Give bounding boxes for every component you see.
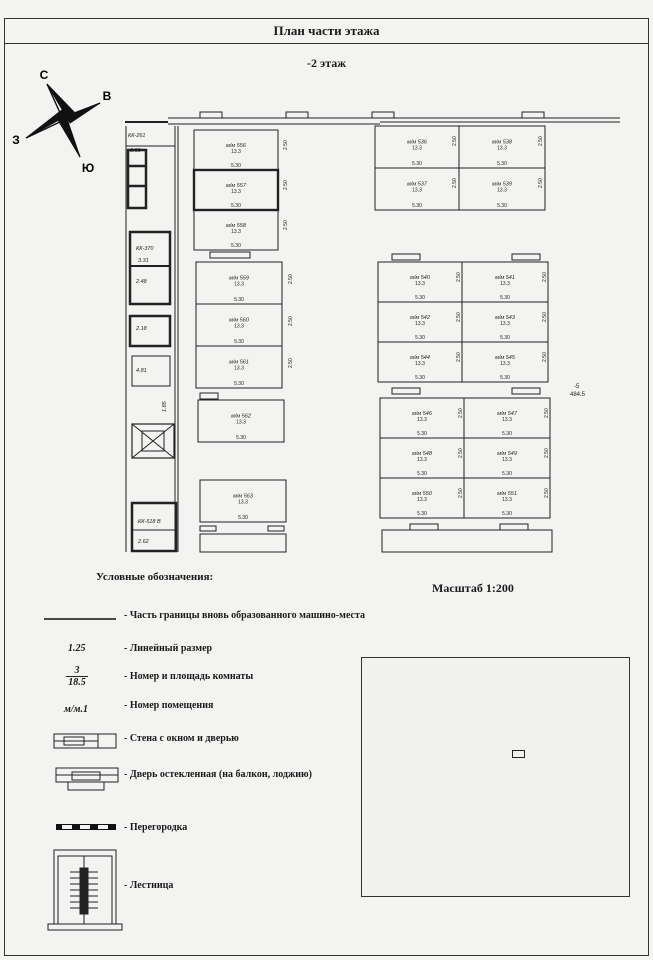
space-area: 13.3 bbox=[417, 496, 427, 503]
space-depth: 2.50 bbox=[542, 352, 548, 362]
space-width: 5.30 bbox=[236, 435, 246, 441]
space-depth: 2.50 bbox=[288, 316, 294, 326]
space-width: 5.30 bbox=[238, 515, 248, 521]
space-width: 5.30 bbox=[412, 161, 422, 167]
space-area: 13.3 bbox=[234, 365, 244, 372]
location-marker bbox=[512, 750, 525, 758]
space-area: 13.3 bbox=[502, 496, 512, 503]
space-area: 13.3 bbox=[231, 188, 241, 195]
legend-partition-text: - Перегородка bbox=[124, 822, 188, 833]
space-number: м/м 558 bbox=[226, 222, 246, 229]
space-number: м/м 537 bbox=[407, 181, 427, 188]
glazed-door-icon bbox=[56, 768, 118, 790]
space-width: 5.30 bbox=[234, 339, 244, 345]
space-area: 13.3 bbox=[500, 280, 510, 287]
space-width: 5.30 bbox=[500, 295, 510, 301]
dim-label: 2.48 bbox=[136, 279, 147, 285]
compass-east: В bbox=[102, 89, 112, 103]
space-number: м/м 557 bbox=[226, 182, 246, 189]
space-width: 5.30 bbox=[415, 375, 425, 381]
space-number: м/м 541 bbox=[495, 274, 515, 281]
dim-label: 3.59 bbox=[130, 148, 141, 154]
legend-premise-symbol: м/м.1 bbox=[64, 704, 88, 715]
legend-dimension-symbol: 1.25 bbox=[68, 643, 86, 654]
scale-label: Масштаб 1:200 bbox=[432, 581, 514, 595]
space-area: 13.3 bbox=[412, 145, 422, 152]
room-label: КК-518 В bbox=[138, 519, 161, 525]
legend-boundary-text: - Часть границы вновь образованного машино-места bbox=[124, 610, 365, 621]
space-depth: 2.50 bbox=[288, 358, 294, 368]
space-number: м/м 562 bbox=[231, 413, 251, 420]
space-depth: 2.50 bbox=[283, 220, 289, 230]
fraction-numerator: 3 bbox=[74, 665, 80, 676]
space-number: м/м 559 bbox=[229, 275, 249, 282]
room-label: КК-261 bbox=[128, 133, 146, 139]
space-width: 5.30 bbox=[497, 203, 507, 209]
space-number: м/м 539 bbox=[492, 181, 512, 188]
stair-icon bbox=[48, 850, 122, 930]
space-width: 5.30 bbox=[415, 295, 425, 301]
compass-north: С bbox=[39, 68, 49, 82]
dim-label: 3.31 bbox=[138, 258, 149, 264]
space-number: м/м 551 bbox=[497, 490, 517, 497]
space-number: м/м 546 bbox=[412, 410, 432, 417]
space-number: м/м 547 bbox=[497, 410, 517, 417]
space-width: 5.30 bbox=[231, 243, 241, 249]
level-mark: -5 bbox=[574, 384, 580, 390]
legend-premise-text: - Номер помещения bbox=[124, 700, 214, 711]
space-width: 5.30 bbox=[417, 431, 427, 437]
space-width: 5.30 bbox=[415, 335, 425, 341]
level-mark: 484.5 bbox=[570, 392, 586, 398]
space-area: 13.3 bbox=[500, 360, 510, 367]
space-width: 5.30 bbox=[500, 335, 510, 341]
space-width: 5.30 bbox=[417, 471, 427, 477]
space-number: м/м 543 bbox=[495, 314, 515, 321]
space-depth: 2.50 bbox=[542, 272, 548, 282]
space-area: 13.3 bbox=[236, 419, 246, 426]
legend-dimension-text: - Линейный размер bbox=[124, 643, 213, 654]
space-depth: 2.50 bbox=[456, 272, 462, 282]
partition-icon bbox=[56, 824, 116, 830]
space-depth: 2.50 bbox=[538, 178, 544, 188]
space-number: м/м 536 bbox=[407, 139, 427, 146]
space-depth: 2.50 bbox=[542, 312, 548, 322]
space-number: м/м 561 bbox=[229, 359, 249, 366]
space-width: 5.30 bbox=[412, 203, 422, 209]
space-width: 5.30 bbox=[231, 163, 241, 169]
space-depth: 2.50 bbox=[452, 178, 458, 188]
room-label: КК-370 bbox=[136, 246, 154, 252]
space-depth: 2.50 bbox=[544, 448, 550, 458]
space-depth: 2.50 bbox=[544, 408, 550, 418]
dim-label: 4.81 bbox=[136, 368, 147, 374]
space-area: 13.3 bbox=[415, 320, 425, 327]
space-number: м/м 549 bbox=[497, 450, 517, 457]
space-depth: 2.50 bbox=[544, 488, 550, 498]
compass-west: З bbox=[12, 133, 20, 147]
space-depth: 2.50 bbox=[538, 136, 544, 146]
dim-label: 2.62 bbox=[138, 539, 149, 545]
space-area: 13.3 bbox=[417, 416, 427, 423]
space-number: м/м 550 bbox=[412, 490, 432, 497]
space-number: м/м 545 bbox=[495, 354, 515, 361]
legend-stair-text: - Лестница bbox=[124, 880, 174, 891]
legend-wall-text: - Стена с окном и дверью bbox=[124, 733, 239, 744]
wall-window-door-icon bbox=[54, 734, 116, 748]
dim-label: 2.18 bbox=[136, 326, 147, 332]
space-depth: 2.50 bbox=[288, 274, 294, 284]
space-area: 13.3 bbox=[238, 499, 248, 506]
space-area: 13.3 bbox=[415, 280, 425, 287]
space-number: м/м 556 bbox=[226, 142, 246, 149]
space-number: м/м 542 bbox=[410, 314, 430, 321]
space-area: 13.3 bbox=[500, 320, 510, 327]
space-area: 13.3 bbox=[415, 360, 425, 367]
legend-glazed-door-text: - Дверь остекленная (на балкон, лоджию) bbox=[124, 769, 312, 780]
legend-title: Условные обозначения: bbox=[96, 571, 214, 583]
sheet-title: План части этажа bbox=[4, 18, 649, 44]
space-area: 13.3 bbox=[417, 456, 427, 463]
space-depth: 2.50 bbox=[456, 352, 462, 362]
space-number: м/м 560 bbox=[229, 317, 249, 324]
space-area: 13.3 bbox=[231, 148, 241, 155]
space-width: 5.30 bbox=[502, 471, 512, 477]
space-number: м/м 544 bbox=[410, 354, 430, 361]
floor-label: -2 этаж bbox=[307, 56, 346, 70]
space-area: 13.3 bbox=[231, 228, 241, 235]
space-area: 13.3 bbox=[412, 187, 422, 194]
fraction-denominator: 18.5 bbox=[66, 676, 88, 688]
space-area: 13.3 bbox=[502, 456, 512, 463]
space-width: 5.30 bbox=[417, 511, 427, 517]
space-area: 13.3 bbox=[502, 416, 512, 423]
dim-label: 1.85 bbox=[162, 401, 168, 412]
space-number: м/м 540 bbox=[410, 274, 430, 281]
space-number: м/м 548 bbox=[412, 450, 432, 457]
space-width: 5.30 bbox=[231, 203, 241, 209]
space-width: 5.30 bbox=[234, 297, 244, 303]
space-width: 5.30 bbox=[502, 431, 512, 437]
space-number: м/м 563 bbox=[233, 493, 253, 500]
space-width: 5.30 bbox=[502, 511, 512, 517]
space-depth: 2.50 bbox=[458, 408, 464, 418]
space-depth: 2.50 bbox=[283, 140, 289, 150]
space-depth: 2.50 bbox=[452, 136, 458, 146]
space-width: 5.30 bbox=[234, 381, 244, 387]
space-depth: 2.50 bbox=[456, 312, 462, 322]
space-area: 13.3 bbox=[234, 281, 244, 288]
space-width: 5.30 bbox=[500, 375, 510, 381]
space-area: 13.3 bbox=[497, 187, 507, 194]
legend-room-text: - Номер и площадь комнаты bbox=[124, 671, 254, 682]
space-area: 13.3 bbox=[497, 145, 507, 152]
space-depth: 2.50 bbox=[458, 448, 464, 458]
compass-south: Ю bbox=[81, 161, 95, 175]
space-width: 5.30 bbox=[497, 161, 507, 167]
legend-room-fraction bbox=[66, 665, 88, 688]
space-depth: 2.50 bbox=[458, 488, 464, 498]
location-map bbox=[361, 657, 630, 897]
space-area: 13.3 bbox=[234, 323, 244, 330]
space-number: м/м 538 bbox=[492, 139, 512, 146]
space-depth: 2.50 bbox=[283, 180, 289, 190]
